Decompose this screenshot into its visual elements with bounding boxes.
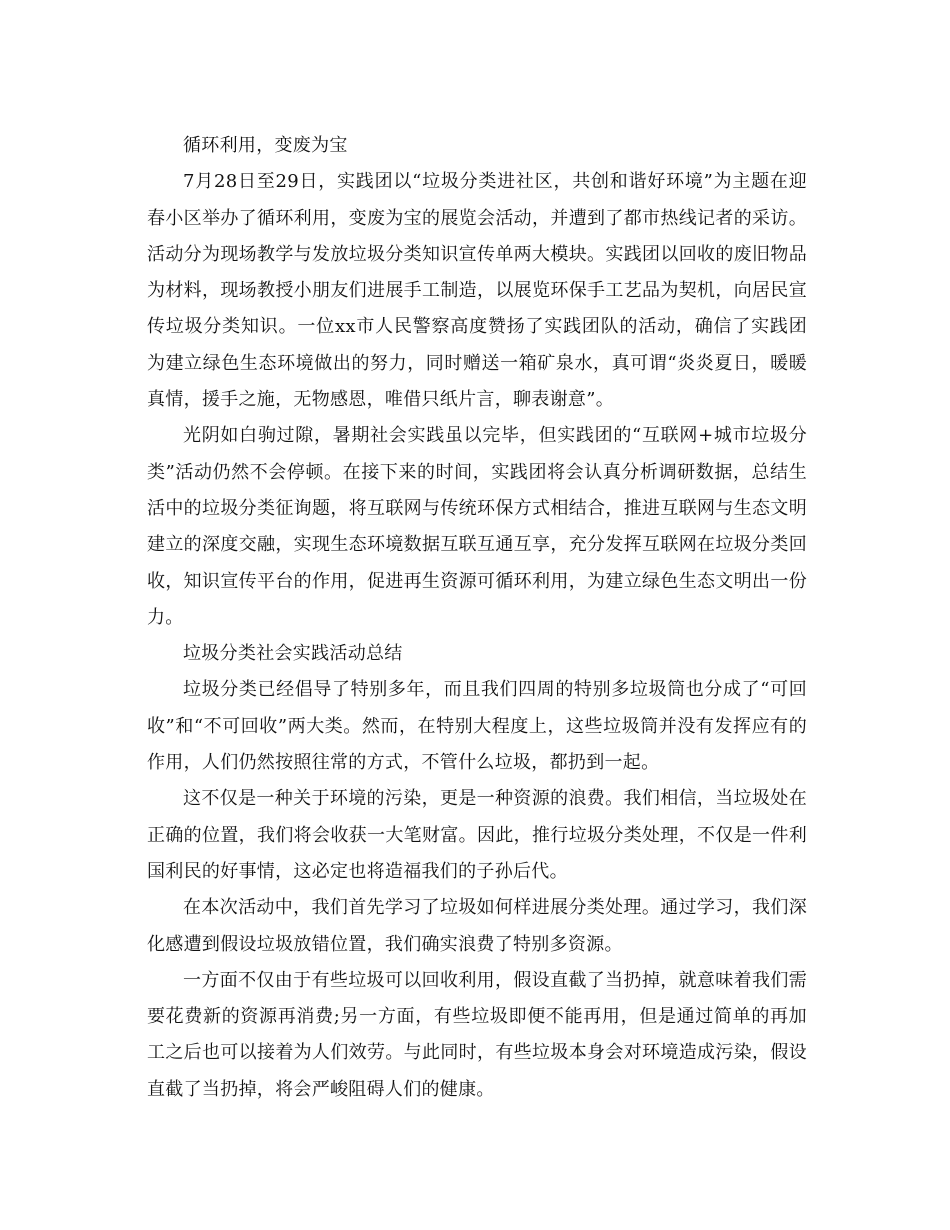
document-body: [147, 128, 807, 1108]
section-heading-recycling: 循环利用，变废为宝: [183, 135, 348, 156]
section-heading-summary: 垃圾分类社会实践活动总结: [183, 643, 403, 665]
paragraph-future-plans: 光阴如白驹过隙，暑期社会实践虽以完毕，但实践团的“互联网+城市垃圾分类”活动仍然不会停顿。在接下来的时间，实践团将会认真分析调研数据，总结生活中的垃圾分类征询题，将互联网与传统环保方式相结合，推进互联网与生态文明建立的深度交融，实现生态环境数据互联互通互享，充分发挥互联网在垃圾分类回收，知识宣传平台的作用，促进再生资源可循环利用，为建立绿色生态文明出一份力。: [147, 425, 807, 628]
paragraph-reuse: 一方面不仅由于有些垃圾可以回收利用，假设直截了当扔掉，就意味着我们需要花费新的资源再消费;另一方面，有些垃圾即便不能再用，但是通过简单的再加工之后也可以接着为人们效劳。与此同时，有些垃圾本身会对环境造成污染，假设直截了当扔掉，将会严峻阻碍人们的健康。: [147, 969, 807, 1100]
paragraph-resource-waste: 这不仅是一种关于环境的污染，更是一种资源的浪费。我们相信，当垃圾处在正确的位置，我们将会收获一大笔财富。因此，推行垃圾分类处理，不仅是一件利国利民的好事情，这必定也将造福我们的子孙后代。: [147, 788, 807, 882]
paragraph-learning: 在本次活动中，我们首先学习了垃圾如何样进展分类处理。通过学习，我们深化感遭到假设垃圾放错位置，我们确实浪费了特别多资源。: [147, 897, 807, 955]
paragraph-exhibition: 7月28日至29日，实践团以“垃圾分类进社区，共创和谐好环境”为主题在迎春小区举办了循环利用，变废为宝的展览会活动，并遭到了都市热线记者的采访。活动分为现场教学与发放垃圾分类知识宣传单两大模块。实践团以回收的废旧物品为材料，现场教授小朋友们进展手工制造，以展览环保手工艺品为契机，向居民宣传垃圾分类知识。一位xx市人民警察高度赞扬了实践团队的活动，确信了实践团为建立绿色生态环境做出的努力，同时赠送一箱矿泉水，真可谓“炎炎夏日，暖暖真情，援手之施，无物感恩，唯借只纸片言，聊表谢意”。: [147, 171, 807, 411]
paragraph-sorting-history: 垃圾分类已经倡导了特别多年，而且我们四周的特别多垃圾筒也分成了“可回收”和“不可回收”两大类。然而，在特别大程度上，这些垃圾筒并没有发挥应有的作用，人们仍然按照往常的方式，不管什么垃圾，都扔到一起。: [147, 679, 807, 774]
